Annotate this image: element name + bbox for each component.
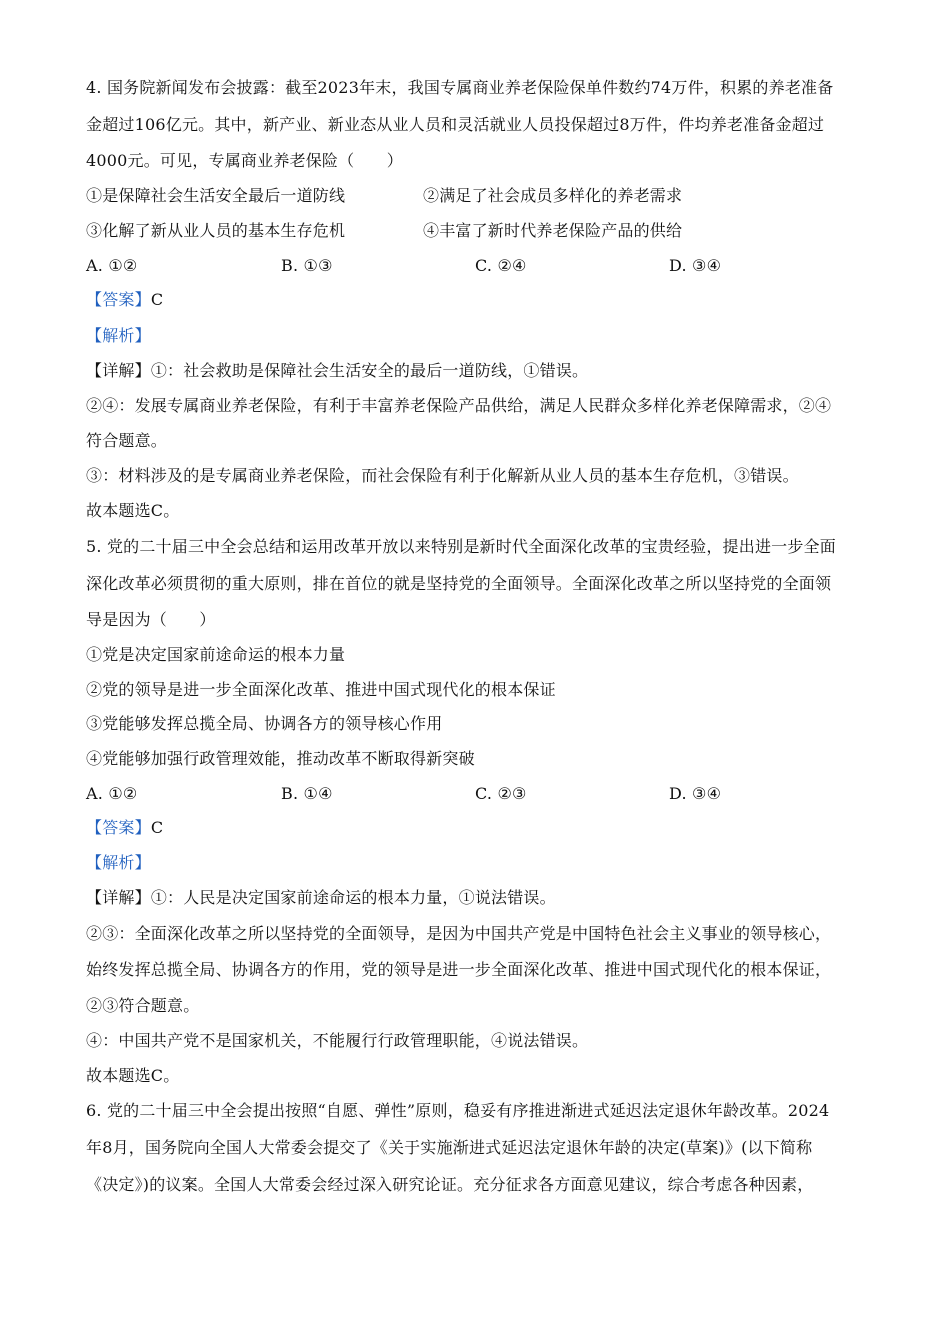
q4-option-4: ④丰富了新时代养老保险产品的供给 <box>423 221 683 240</box>
detail-text: ①：社会救助是保障社会生活安全的最后一道防线，①错误。 <box>150 361 589 380</box>
q6-stem-line-1: 6. 党的二十届三中全会提出按照“自愿、弹性”原则，稳妥有序推进渐进式延迟法定退休年龄改革。2024 <box>86 1101 830 1120</box>
q4-choice-b: B. ①③ <box>281 256 333 275</box>
q5-choice-b: B. ①④ <box>281 784 333 803</box>
detail-tag: 【详解】 <box>86 888 151 907</box>
q4-stem-line-3: 4000元。可见，专属商业养老保险（ ） <box>86 151 403 170</box>
answer-tag: 【答案】 <box>86 290 151 309</box>
q5-answer-line <box>86 818 876 838</box>
q5-detail-line-4: ②③符合题意。 <box>86 996 200 1015</box>
q5-detail-line-2: ②③：全面深化改革之所以坚持党的全面领导，是因为中国共产党是中国特色社会主义事业的领导核心， <box>86 924 832 943</box>
q4-option-2: ②满足了社会成员多样化的养老需求 <box>423 186 683 205</box>
q4-analysis-line <box>86 326 876 346</box>
detail-text: ①：人民是决定国家前途命运的根本力量，①说法错误。 <box>150 888 556 907</box>
q4-choice-d: D. ③④ <box>669 256 722 275</box>
q4-detail-line-1 <box>86 361 876 381</box>
q4-stem-line-2: 金超过106亿元。其中，新产业、新业态从业人员和灵活就业人员投保超过8万件，件均养老准备金超过 <box>86 115 825 134</box>
q4-option-1: ①是保障社会生活安全最后一道防线 <box>86 186 346 205</box>
answer-value: C <box>150 818 164 837</box>
q4-answer-line <box>86 290 876 310</box>
q5-stem-line-3: 导是因为（ ） <box>86 610 216 629</box>
q5-option-1: ①党是决定国家前途命运的根本力量 <box>86 645 346 664</box>
q5-detail-line-3: 始终发挥总揽全局、协调各方的作用，党的领导是进一步全面深化改革、推进中国式现代化的根本保证， <box>86 960 832 979</box>
q4-choice-a: A. ①② <box>86 256 138 275</box>
answer-tag: 【答案】 <box>86 818 151 837</box>
q5-stem-line-2: 深化改革必须贯彻的重大原则，排在首位的就是坚持党的全面领导。全面深化改革之所以坚持党的全面领 <box>86 574 832 593</box>
q5-choice-a: A. ①② <box>86 784 138 803</box>
q5-choice-d: D. ③④ <box>669 784 722 803</box>
analysis-tag: 【解析】 <box>86 326 151 345</box>
q5-stem-line-1: 5. 党的二十届三中全会总结和运用改革开放以来特别是新时代全面深化改革的宝贵经验，提出进一步全面 <box>86 537 836 556</box>
q5-detail-line-5: ④：中国共产党不是国家机关，不能履行行政管理职能，④说法错误。 <box>86 1031 589 1050</box>
q5-detail-line-1 <box>86 888 876 908</box>
q5-analysis-line <box>86 853 876 873</box>
q4-option-3: ③化解了新从业人员的基本生存危机 <box>86 221 346 240</box>
q5-choice-c: C. ②③ <box>475 784 527 803</box>
q4-detail-line-3: 符合题意。 <box>86 431 168 450</box>
q4-stem-line-1: 4. 国务院新闻发布会披露：截至2023年末，我国专属商业养老保险保单件数约74万件，积累的养老准备 <box>86 78 834 97</box>
q6-stem-line-3: 《决定》)的议案。全国人大常委会经过深入研究论证。充分征求各方面意见建议，综合考虑各种因素， <box>86 1175 814 1194</box>
q4-detail-line-4: ③：材料涉及的是专属商业养老保险，而社会保险有利于化解新从业人员的基本生存危机，③错误。 <box>86 466 799 485</box>
detail-tag: 【详解】 <box>86 361 151 380</box>
analysis-tag: 【解析】 <box>86 853 151 872</box>
q6-stem-line-2: 年8月，国务院向全国人大常委会提交了《关于实施渐进式延迟法定退休年龄的决定(草案)》(以下简称 <box>86 1138 813 1157</box>
q4-detail-line-2: ②④：发展专属商业养老保险，有利于丰富养老保险产品供给，满足人民群众多样化养老保障需求，②④ <box>86 396 832 415</box>
q4-choice-c: C. ②④ <box>475 256 527 275</box>
q4-conclusion: 故本题选C。 <box>86 501 180 520</box>
q5-option-4: ④党能够加强行政管理效能，推动改革不断取得新突破 <box>86 749 475 768</box>
answer-value: C <box>150 290 164 309</box>
q5-conclusion: 故本题选C。 <box>86 1066 180 1085</box>
q5-option-3: ③党能够发挥总揽全局、协调各方的领导核心作用 <box>86 714 443 733</box>
q5-option-2: ②党的领导是进一步全面深化改革、推进中国式现代化的根本保证 <box>86 680 556 699</box>
